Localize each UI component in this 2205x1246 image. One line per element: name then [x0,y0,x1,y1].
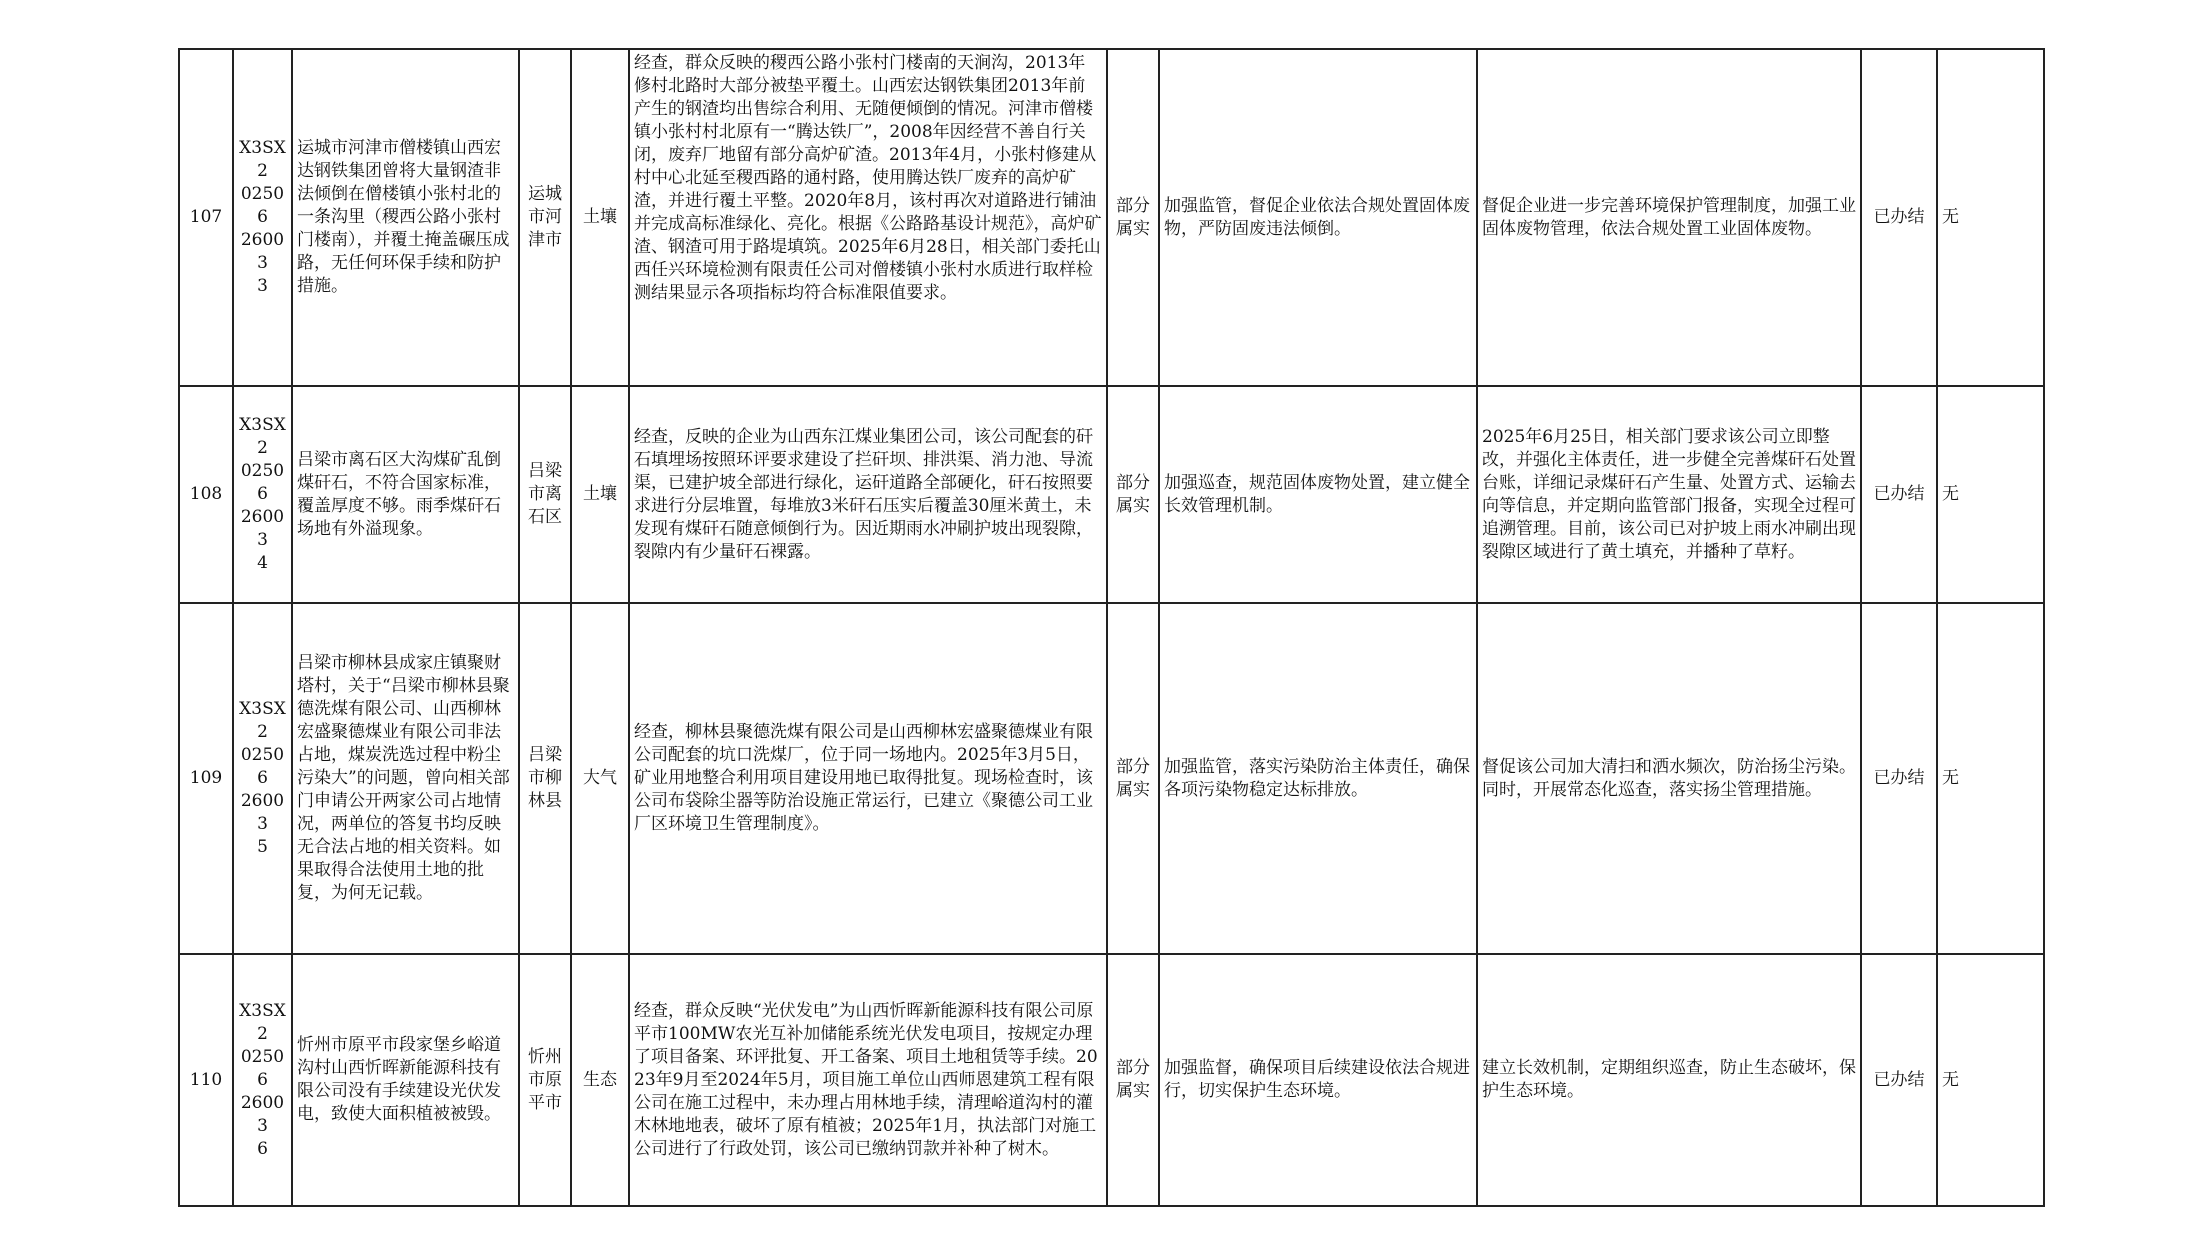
complaint-content: 忻州市原平市段家堡乡峪道沟村山西忻晖新能源科技有限公司没有手续建设光伏发电，致使大面积植被被毁。 [292,954,519,1206]
case-code: X3SX2 02506 26003 4 [233,386,292,603]
verdict: 部分属实 [1107,49,1159,386]
complaint-table [178,48,2045,1207]
row-number: 110 [179,954,233,1206]
region: 忻州市原平市 [519,954,571,1206]
pollution-category: 生态 [571,954,629,1206]
accountability: 无 [1937,603,2044,954]
table-row [179,954,2044,1206]
pollution-category: 土壤 [571,49,629,386]
accountability: 无 [1937,386,2044,603]
row-number: 107 [179,49,233,386]
investigation-findings: 经查，群众反映的稷西公路小张村门楼南的天涧沟，2013年修村北路时大部分被垫平覆土。山西宏达钢铁集团2013年前产生的钢渣均出售综合利用、无随便倾倒的情况。河津市僧楼镇小张村村北原有一“腾达铁厂”，2008年因经营不善自行关闭，废弃厂地留有部分高炉矿渣。2013年4月，小张村修建从村中心北延至稷西路的通村路，使用腾达铁厂废弃的高炉矿渣，并进行覆土平整。2020年8月，该村再次对道路进行铺油并完成高标准绿化、亮化。根据《公路路基设计规范》，高炉矿渣、钢渣可用于路堤填筑。2025年6月28日，相关部门委托山西任兴环境检测有限责任公司对僧楼镇小张村水质进行取样检测结果显示各项指标均符合标准限值要求。 [629,49,1107,386]
complaint-content: 运城市河津市僧楼镇山西宏达钢铁集团曾将大量钢渣非法倾倒在僧楼镇小张村北的一条沟里（稷西公路小张村门楼南），并覆土掩盖碾压成路，无任何环保手续和防护措施。 [292,49,519,386]
table-row [179,603,2044,954]
rectification: 建立长效机制，定期组织巡查，防止生态破坏，保护生态环境。 [1477,954,1861,1206]
verdict: 部分属实 [1107,954,1159,1206]
investigation-findings: 经查，柳林县聚德洗煤有限公司是山西柳林宏盛聚德煤业有限公司配套的坑口洗煤厂，位于同一场地内。2025年3月5日，矿业用地整合利用项目建设用地已取得批复。现场检查时，该公司布袋除尘器等防治设施正常运行，已建立《聚德公司工业厂区环境卫生管理制度》。 [629,603,1107,954]
status: 已办结 [1861,386,1937,603]
pollution-category: 大气 [571,603,629,954]
complaint-content: 吕梁市柳林县成家庄镇聚财塔村，关于“吕梁市柳林县聚德洗煤有限公司、山西柳林宏盛聚德煤业有限公司非法占地，煤炭洗选过程中粉尘污染大”的问题，曾向相关部门申请公开两家公司占地情况，两单位的答复书均反映无合法占地的相关资料。如果取得合法使用土地的批复，为何无记载。 [292,603,519,954]
region: 吕梁市离石区 [519,386,571,603]
handling-measures: 加强监督，确保项目后续建设依法合规进行，切实保护生态环境。 [1159,954,1477,1206]
row-number: 108 [179,386,233,603]
handling-measures: 加强监管，落实污染防治主体责任，确保各项污染物稳定达标排放。 [1159,603,1477,954]
rectification: 督促企业进一步完善环境保护管理制度，加强工业固体废物管理，依法合规处置工业固体废物。 [1477,49,1861,386]
complaint-content: 吕梁市离石区大沟煤矿乱倒煤矸石，不符合国家标准，覆盖厚度不够。雨季煤矸石场地有外溢现象。 [292,386,519,603]
status: 已办结 [1861,954,1937,1206]
status: 已办结 [1861,49,1937,386]
accountability: 无 [1937,49,2044,386]
pollution-category: 土壤 [571,386,629,603]
investigation-findings: 经查，群众反映“光伏发电”为山西忻晖新能源科技有限公司原平市100MW农光互补加储能系统光伏发电项目，按规定办理了项目备案、环评批复、开工备案、项目土地租赁等手续。2023年9月至2024年5月，项目施工单位山西师恩建筑工程有限公司在施工过程中，未办理占用林地手续，清理峪道沟村的灌木林地地表，破坏了原有植被；2025年1月，执法部门对施工公司进行了行政处罚，该公司已缴纳罚款并补种了树木。 [629,954,1107,1206]
handling-measures: 加强巡查，规范固体废物处置，建立健全长效管理机制。 [1159,386,1477,603]
case-code: X3SX2 02506 26003 3 [233,49,292,386]
rectification: 督促该公司加大清扫和洒水频次，防治扬尘污染。同时，开展常态化巡查，落实扬尘管理措施。 [1477,603,1861,954]
case-code: X3SX2 02506 26003 5 [233,603,292,954]
table-row [179,386,2044,603]
status: 已办结 [1861,603,1937,954]
handling-measures: 加强监管，督促企业依法合规处置固体废物，严防固废违法倾倒。 [1159,49,1477,386]
case-code: X3SX2 02506 26003 6 [233,954,292,1206]
rectification: 2025年6月25日，相关部门要求该公司立即整改，并强化主体责任，进一步健全完善煤矸石处置台账，详细记录煤矸石产生量、处置方式、运输去向等信息，并定期向监管部门报备，实现全过程可追溯管理。目前，该公司已对护坡上雨水冲刷出现裂隙区域进行了黄土填充，并播种了草籽。 [1477,386,1861,603]
investigation-findings: 经查，反映的企业为山西东江煤业集团公司，该公司配套的矸石填埋场按照环评要求建设了拦矸坝、排洪渠、消力池、导流渠，已建护坡全部进行绿化，运矸道路全部硬化，矸石按照要求进行分层堆置，每堆放3米矸石压实后覆盖30厘米黄土，未发现有煤矸石随意倾倒行为。因近期雨水冲刷护坡出现裂隙，裂隙内有少量矸石裸露。 [629,386,1107,603]
region: 吕梁市柳林县 [519,603,571,954]
accountability: 无 [1937,954,2044,1206]
table-row [179,49,2044,386]
verdict: 部分属实 [1107,386,1159,603]
verdict: 部分属实 [1107,603,1159,954]
row-number: 109 [179,603,233,954]
region: 运城市河津市 [519,49,571,386]
